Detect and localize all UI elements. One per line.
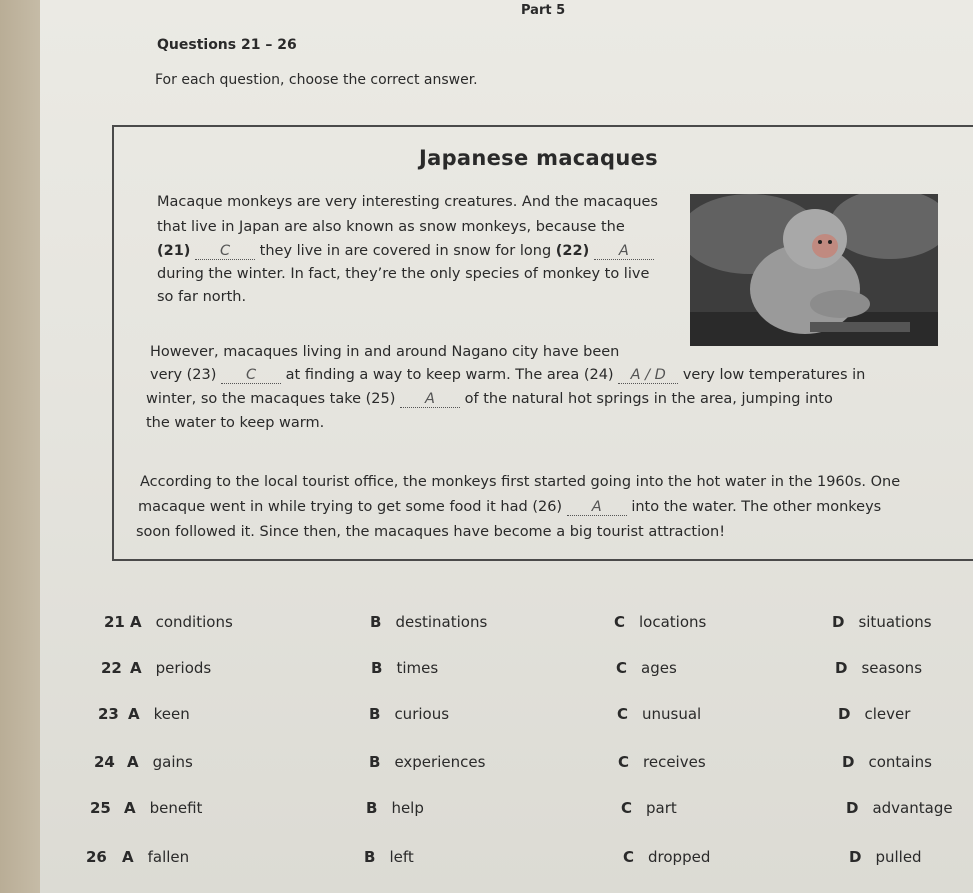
option-letter: A — [130, 613, 142, 631]
option-letter: C — [617, 705, 629, 723]
option-23-c[interactable] — [617, 705, 701, 723]
option-letter: C — [621, 799, 633, 817]
article-line — [157, 243, 654, 260]
question-number: 24 — [94, 753, 115, 771]
option-letter: B — [366, 799, 378, 817]
article-line: the water to keep warm. — [146, 415, 325, 431]
gap-26-answer[interactable]: A — [567, 499, 627, 516]
gap-23-answer[interactable]: C — [221, 367, 281, 384]
option-text: clever — [864, 705, 911, 723]
macaque-photo — [690, 194, 938, 346]
snow-monkey-image — [690, 194, 938, 346]
option-25-d[interactable] — [846, 799, 953, 817]
option-letter: B — [364, 848, 376, 866]
option-text: curious — [394, 705, 450, 723]
gap-number-21: (21) — [157, 243, 191, 259]
option-text: conditions — [155, 613, 233, 631]
question-number: 21 — [104, 613, 125, 631]
option-24-d[interactable] — [842, 753, 932, 771]
option-letter: C — [623, 848, 635, 866]
option-letter: A — [128, 705, 140, 723]
option-text: advantage — [872, 799, 953, 817]
part-label: Part 5 — [521, 3, 566, 18]
option-text: situations — [858, 613, 932, 631]
gap-21-answer[interactable]: C — [195, 243, 255, 260]
option-text: gains — [152, 753, 193, 771]
option-letter: D — [838, 705, 851, 723]
gap-24-answer[interactable]: A / D — [618, 367, 678, 384]
option-24-b[interactable] — [369, 753, 485, 771]
option-text: part — [646, 799, 677, 817]
option-text: destinations — [395, 613, 488, 631]
line-text: very low temperatures in — [682, 367, 866, 383]
line-text: of the natural hot springs in the area, jumping into — [464, 391, 833, 407]
option-26-b[interactable] — [364, 848, 414, 866]
article-line: that live in Japan are also known as snow monkeys, because the — [157, 219, 625, 235]
option-23-a[interactable] — [128, 705, 190, 723]
option-letter: C — [616, 659, 628, 677]
option-letter: D — [842, 753, 855, 771]
option-22-c[interactable] — [616, 659, 677, 677]
option-22-a[interactable] — [130, 659, 211, 677]
option-22-b[interactable] — [371, 659, 438, 677]
gap-25-answer[interactable]: A — [400, 391, 460, 408]
option-letter: A — [127, 753, 139, 771]
line-text: at finding a way to keep warm. The area (24) — [285, 367, 614, 383]
option-text: keen — [153, 705, 190, 723]
option-text: left — [389, 848, 414, 866]
option-letter: A — [130, 659, 142, 677]
line-text: they live in are covered in snow for long — [259, 243, 552, 259]
article-title: Japanese macaques — [419, 146, 658, 170]
gap-22-answer[interactable]: A — [594, 243, 654, 260]
option-21-b[interactable] — [370, 613, 487, 631]
article-line: Macaque monkeys are very interesting creatures. And the macaques — [157, 194, 658, 210]
option-text: times — [396, 659, 439, 677]
question-number: 23 — [98, 705, 119, 723]
option-text: locations — [639, 613, 707, 631]
instruction-text: For each question, choose the correct answer. — [155, 72, 478, 88]
option-23-b[interactable] — [369, 705, 449, 723]
option-23-d[interactable] — [838, 705, 910, 723]
question-number: 22 — [101, 659, 122, 677]
option-26-a[interactable] — [122, 848, 189, 866]
option-25-a[interactable] — [124, 799, 202, 817]
line-text: macaque went in while trying to get some food it had (26) — [138, 499, 563, 515]
article-line: According to the local tourist office, the monkeys first started going into the hot water in the 1960s. One — [140, 474, 901, 490]
option-22-d[interactable] — [835, 659, 922, 677]
option-text: dropped — [648, 848, 711, 866]
option-letter: C — [614, 613, 626, 631]
option-letter: B — [371, 659, 383, 677]
option-26-d[interactable] — [849, 848, 922, 866]
article-line: so far north. — [157, 289, 247, 305]
option-letter: D — [846, 799, 859, 817]
question-number: 26 — [86, 848, 107, 866]
line-text: very (23) — [150, 367, 217, 383]
option-text: help — [391, 799, 424, 817]
option-25-c[interactable] — [621, 799, 677, 817]
option-letter: C — [618, 753, 630, 771]
line-text: winter, so the macaques take (25) — [146, 391, 396, 407]
article-line — [146, 391, 833, 408]
article-line: However, macaques living in and around Nagano city have been — [150, 344, 620, 360]
option-24-c[interactable] — [618, 753, 706, 771]
option-24-a[interactable] — [127, 753, 193, 771]
option-25-b[interactable] — [366, 799, 424, 817]
gap-number-22: (22) — [555, 243, 590, 259]
option-letter: A — [122, 848, 134, 866]
option-text: unusual — [642, 705, 702, 723]
option-21-a[interactable] — [130, 613, 233, 631]
option-text: contains — [868, 753, 932, 771]
option-letter: D — [849, 848, 862, 866]
option-text: ages — [641, 659, 677, 677]
option-text: seasons — [861, 659, 923, 677]
option-text: fallen — [147, 848, 190, 866]
option-letter: D — [832, 613, 845, 631]
article-line — [138, 499, 881, 516]
option-21-c[interactable] — [614, 613, 706, 631]
option-text: pulled — [875, 848, 922, 866]
line-text: into the water. The other monkeys — [631, 499, 882, 515]
option-letter: B — [370, 613, 382, 631]
option-26-c[interactable] — [623, 848, 710, 866]
option-text: experiences — [394, 753, 486, 771]
option-letter: B — [369, 753, 381, 771]
option-text: benefit — [149, 799, 203, 817]
option-letter: B — [369, 705, 381, 723]
questions-heading: Questions 21 – 26 — [157, 37, 297, 53]
option-letter: A — [124, 799, 136, 817]
option-21-d[interactable] — [832, 613, 932, 631]
article-line: during the winter. In fact, they’re the only species of monkey to live — [157, 266, 650, 282]
option-text: receives — [643, 753, 706, 771]
question-number: 25 — [90, 799, 111, 817]
article-line — [150, 367, 865, 384]
article-line: soon followed it. Since then, the macaques have become a big tourist attraction! — [136, 524, 726, 540]
option-text: periods — [155, 659, 212, 677]
option-letter: D — [835, 659, 848, 677]
